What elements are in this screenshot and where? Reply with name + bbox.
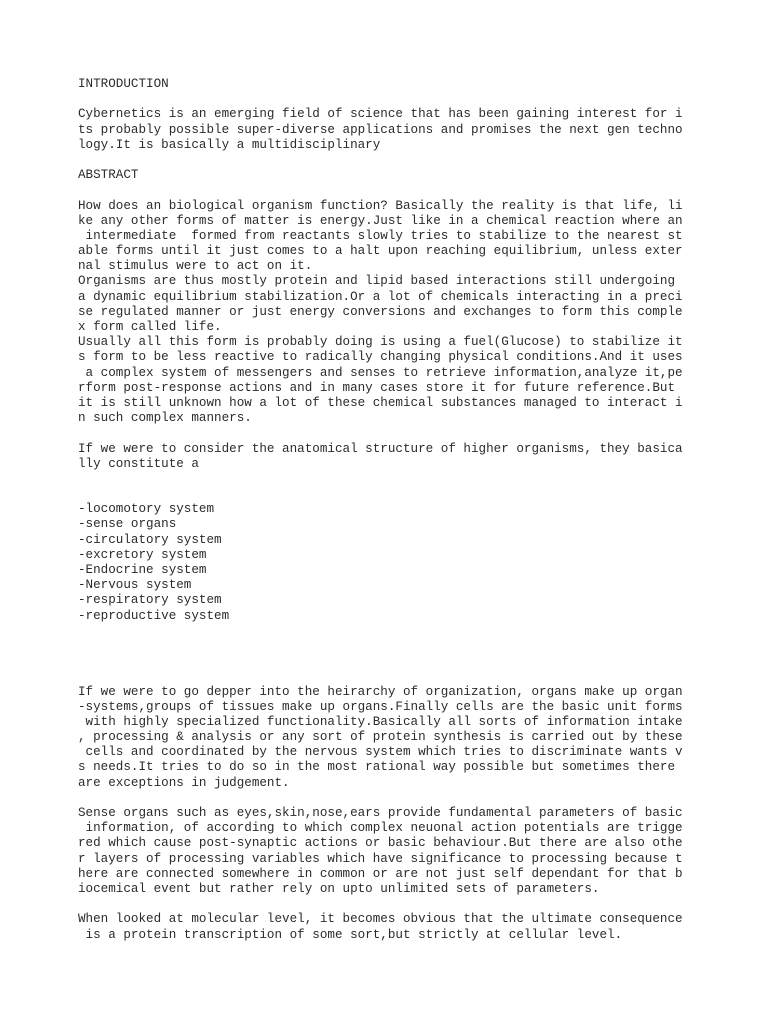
- blank-line: [78, 183, 718, 198]
- paragraph-line: ke any other forms of matter is energy.Just like in a chemical reaction where an: [78, 213, 683, 228]
- paragraph-line: here are connected somewhere in common or are not just self dependant for that b: [78, 866, 683, 881]
- paragraph-line: intermediate formed from reactants slowly tries to stabilize to the nearest st: [78, 228, 683, 243]
- blank-line: [78, 669, 718, 684]
- list-item: -sense organs: [78, 517, 177, 532]
- paragraph-line: a complex system of messengers and senses to retrieve information,analyze it,pe: [78, 365, 683, 380]
- paragraph-line: s form to be less reactive to radically changing physical conditions.And it uses: [78, 350, 683, 365]
- paragraph-line: s needs.It tries to do so in the most rational way possible but sometimes there: [78, 760, 676, 775]
- list-item: -Endocrine system: [78, 563, 207, 577]
- paragraph-line: nal stimulus were to act on it.: [78, 259, 313, 274]
- paragraph-line: r layers of processing variables which have significance to processing because t: [78, 851, 683, 866]
- paragraph-line: x form called life.: [78, 320, 222, 334]
- list-item: -excretory system: [78, 547, 207, 562]
- blank-line: [78, 153, 718, 168]
- list-item: -circulatory system: [78, 532, 222, 547]
- paragraph-line: When looked at molecular level, it becomes obvious that the ultimate consequence: [78, 912, 683, 927]
- section-heading-introduction: INTRODUCTION: [78, 77, 169, 91]
- paragraph-line: logy.It is basically a multidisciplinary: [78, 137, 381, 152]
- paragraph-line: iocemical event but rather rely on upto unlimited sets of parameters.: [78, 881, 600, 896]
- blank-line: [78, 639, 718, 654]
- blank-line: [78, 897, 718, 912]
- paragraph-line: with highly specialized functionality.Basically all sorts of information intake: [78, 714, 683, 729]
- list-item: -reproductive system: [78, 608, 230, 623]
- paragraph-line: Sense organs such as eyes,skin,nose,ears provide fundamental parameters of basic: [78, 806, 683, 820]
- paragraph-line: Cybernetics is an emerging field of science that has been gaining interest for i: [78, 107, 683, 122]
- paragraph-line: n such complex manners.: [78, 411, 252, 426]
- list-item: -Nervous system: [78, 578, 192, 593]
- blank-line: [78, 624, 718, 639]
- blank-line: [78, 654, 718, 669]
- paragraph-line: se regulated manner or just energy conversions and exchanges to form this comple: [78, 304, 683, 319]
- paragraph-line: If we were to consider the anatomical structure of higher organisms, they basica: [78, 441, 683, 456]
- blank-line: [78, 426, 718, 441]
- paragraph-line: Organisms are thus mostly protein and lipid based interactions still undergoing: [78, 274, 676, 289]
- paragraph-line: it is still unknown how a lot of these chemical substances managed to interact i: [78, 395, 683, 410]
- document-page: [78, 77, 718, 943]
- blank-line: [78, 92, 718, 107]
- paragraph-line: How does an biological organism function? Basically the reality is that life, li: [78, 198, 683, 213]
- list-item: -respiratory system: [78, 593, 222, 608]
- blank-line: [78, 472, 718, 487]
- paragraph-line: is a protein transcription of some sort,but strictly at cellular level.: [78, 927, 623, 942]
- paragraph-line: , processing & analysis or any sort of protein synthesis is carried out by these: [78, 730, 683, 745]
- paragraph-line: are exceptions in judgement.: [78, 775, 290, 790]
- paragraph-line: able forms until it just comes to a halt upon reaching equilibrium, unless exter: [78, 244, 683, 259]
- paragraph-line: Usually all this form is probably doing is using a fuel(Glucose) to stabilize it: [78, 335, 683, 350]
- paragraph-line: information, of according to which complex neuonal action potentials are trigge: [78, 821, 683, 836]
- paragraph-line: -systems,groups of tissues make up organs.Finally cells are the basic unit forms: [78, 699, 683, 714]
- paragraph-line: lly constitute a: [78, 456, 199, 471]
- list-item: -locomotory system: [78, 502, 215, 517]
- paragraph-line: red which cause post-synaptic actions or basic behaviour.But there are also othe: [78, 836, 683, 851]
- paragraph-line: cells and coordinated by the nervous system which tries to discriminate wants v: [78, 745, 683, 760]
- paragraph-line: ts probably possible super-diverse applications and promises the next gen techno: [78, 122, 683, 137]
- paragraph-line: If we were to go depper into the heirarchy of organization, organs make up organ: [78, 684, 683, 699]
- section-heading-abstract: ABSTRACT: [78, 168, 139, 183]
- paragraph-line: a dynamic equilibrium stabilization.Or a lot of chemicals interacting in a preci: [78, 289, 683, 304]
- paragraph-line: rform post-response actions and in many cases store it for future reference.But: [78, 380, 676, 395]
- blank-line: [78, 487, 718, 502]
- blank-line: [78, 791, 718, 806]
